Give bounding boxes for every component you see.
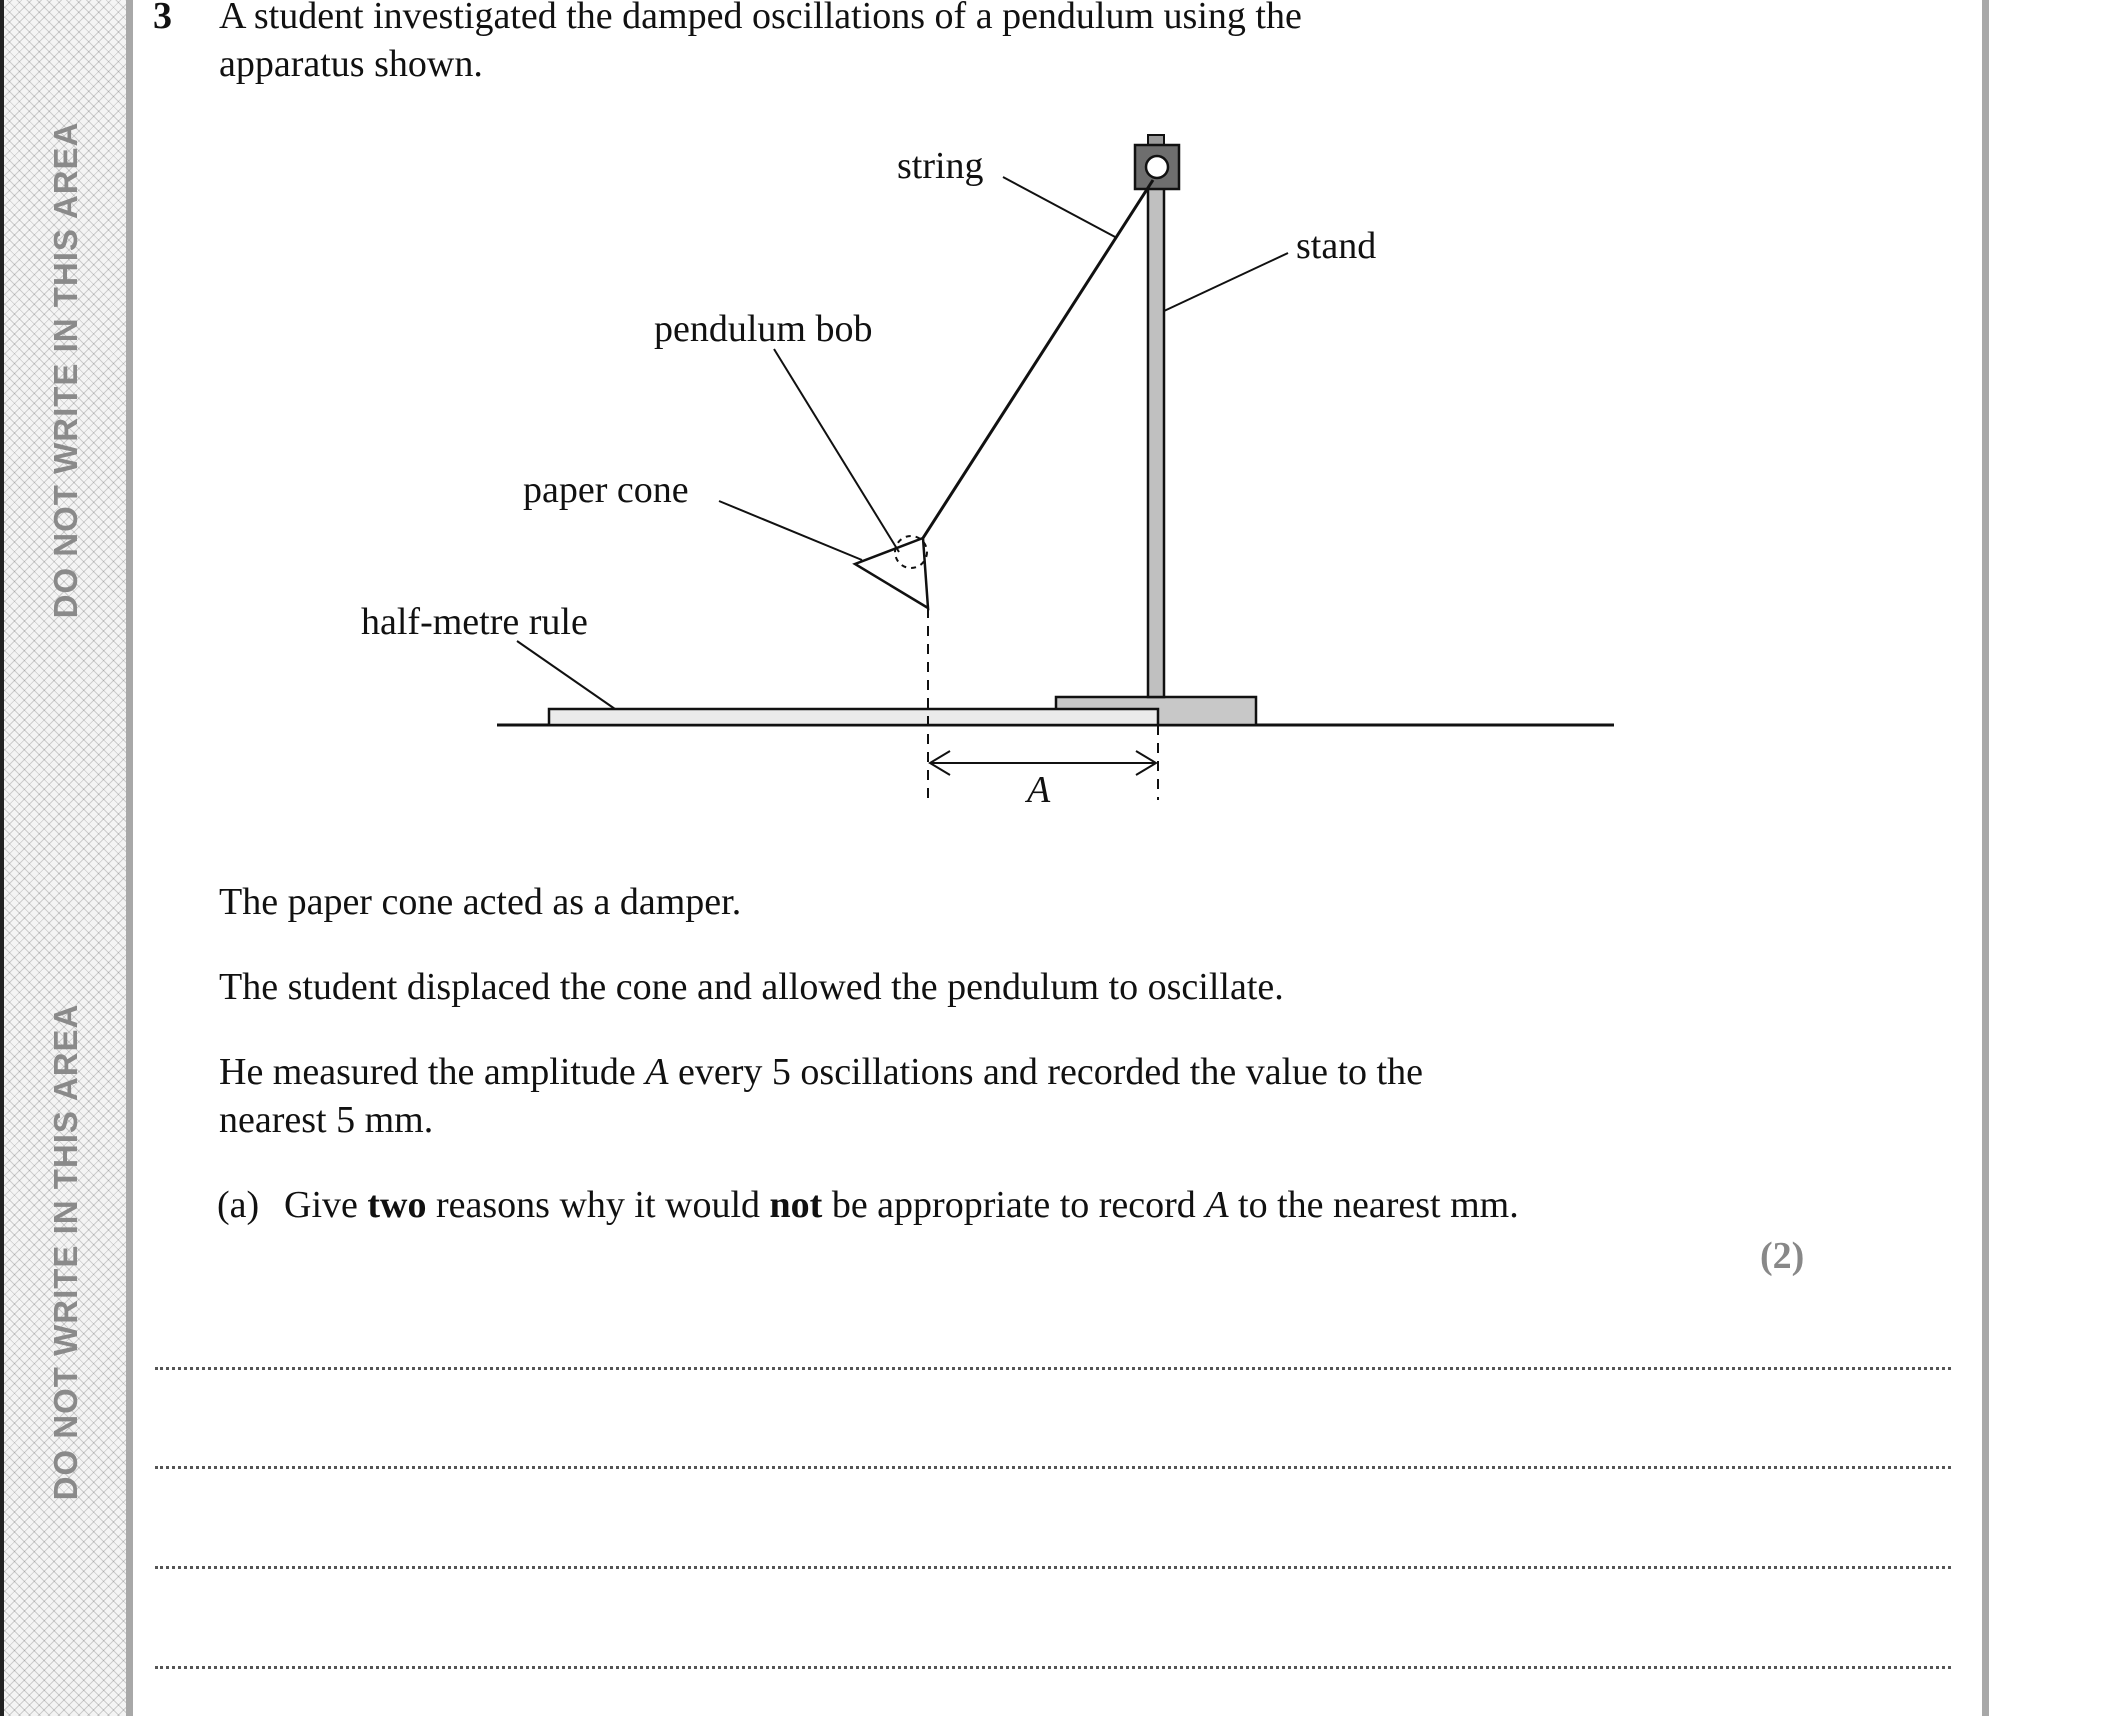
part-a-text-3: be appropriate to record bbox=[822, 1184, 1206, 1226]
clamp-top bbox=[1148, 135, 1164, 145]
leader-string bbox=[1003, 177, 1117, 238]
part-a-marks: (2) bbox=[1760, 1235, 1805, 1277]
part-a-text-4: to the nearest mm. bbox=[1228, 1184, 1519, 1226]
part-a-bold-two: two bbox=[367, 1184, 427, 1226]
leader-pendulum-bob bbox=[774, 349, 899, 552]
paragraph-measurement-variable: A bbox=[645, 1051, 669, 1093]
pendulum-string bbox=[923, 180, 1153, 538]
paragraph-measurement-line2: nearest 5 mm. bbox=[219, 1099, 434, 1141]
part-a-text-2: reasons why it would bbox=[426, 1184, 770, 1226]
label-string: string bbox=[897, 145, 984, 187]
paper-cone bbox=[855, 538, 928, 608]
clamp-pivot bbox=[1146, 156, 1168, 178]
part-a-bold-not: not bbox=[769, 1184, 823, 1226]
leader-paper-cone bbox=[719, 501, 862, 560]
question-number: 3 bbox=[153, 0, 172, 37]
label-amplitude: A bbox=[1027, 769, 1051, 811]
leader-stand bbox=[1164, 253, 1288, 311]
label-stand: stand bbox=[1296, 225, 1377, 267]
paragraph-measurement-text-b: every 5 oscillations and recorded the value to the bbox=[668, 1051, 1423, 1093]
label-paper-cone: paper cone bbox=[523, 469, 689, 511]
answer-line-1[interactable] bbox=[155, 1367, 1951, 1370]
part-a-text-1: Give bbox=[284, 1184, 368, 1226]
paragraph-measurement-line1 bbox=[219, 1048, 1423, 1096]
stand-pole bbox=[1148, 186, 1164, 697]
leader-half-metre-rule bbox=[517, 641, 615, 709]
part-a-variable: A bbox=[1205, 1184, 1229, 1226]
answer-line-3[interactable] bbox=[155, 1566, 1951, 1569]
paragraph-measurement-text-a: He measured the amplitude bbox=[219, 1051, 646, 1093]
half-metre-rule bbox=[549, 709, 1158, 725]
margin-warning-upper-text: DO NOT WRITE IN THIS AREA bbox=[47, 121, 84, 619]
part-a-label: (a) bbox=[217, 1184, 260, 1226]
label-pendulum-bob: pendulum bob bbox=[654, 308, 873, 350]
question-intro-line1: A student investigated the damped oscillations of a pendulum using the bbox=[219, 0, 1302, 37]
part-a-question bbox=[284, 1181, 1519, 1229]
paragraph-oscillate: The student displaced the cone and allowed the pendulum to oscillate. bbox=[219, 966, 1284, 1008]
question-intro-line2: apparatus shown. bbox=[219, 43, 483, 85]
label-half-metre-rule: half-metre rule bbox=[361, 601, 588, 643]
paragraph-damper: The paper cone acted as a damper. bbox=[219, 881, 742, 923]
answer-line-4[interactable] bbox=[155, 1666, 1951, 1669]
margin-warning-lower-text: DO NOT WRITE IN THIS AREA bbox=[47, 1003, 84, 1501]
answer-line-2[interactable] bbox=[155, 1466, 1951, 1469]
